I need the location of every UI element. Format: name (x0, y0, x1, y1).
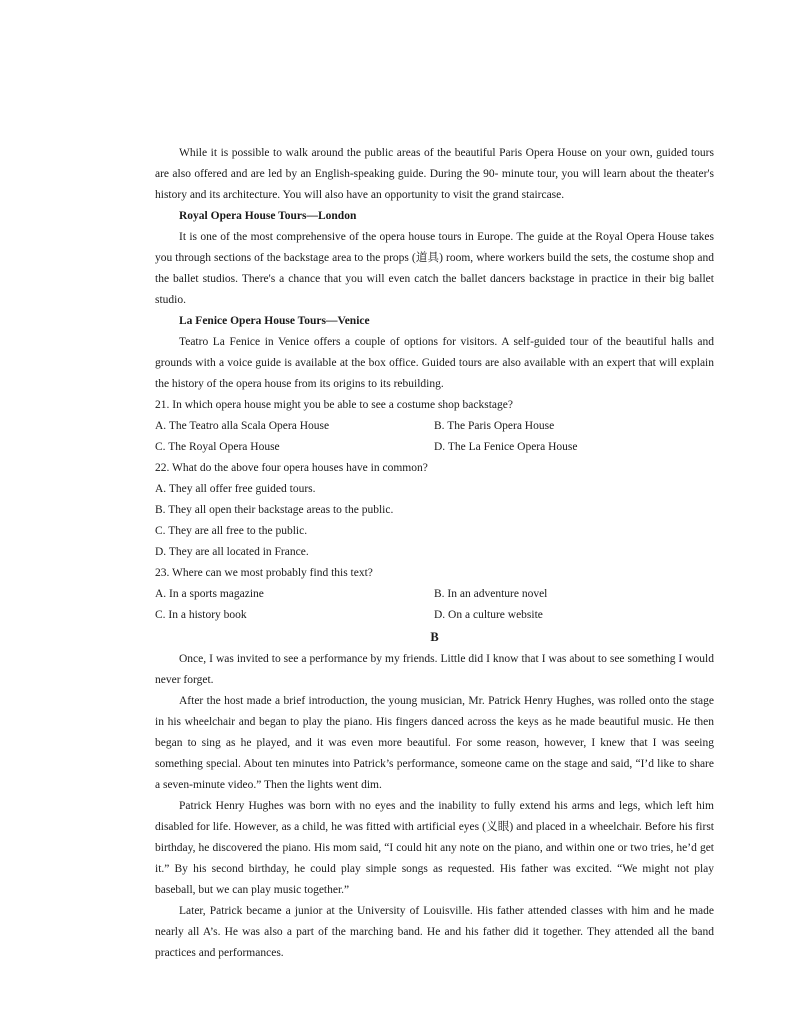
passage-b-paragraph-4: Later, Patrick became a junior at the University of Louisville. His father attended classes with him and he made nearly all A’s. He was also a part of the marching band. He and his father did it together. They attended all the band practices and performances. (155, 905, 714, 959)
option-21-a: A. The Teatro alla Scala Opera House (155, 420, 330, 432)
option-22-b: B. They all open their backstage areas to the public. (155, 504, 394, 516)
option-23-a: A. In a sports magazine (155, 588, 264, 600)
question-22-stem: 22. What do the above four opera houses have in common? (155, 462, 428, 474)
passage-b-paragraph-3: Patrick Henry Hughes was born with no eyes and the inability to fully extend his arms and legs, which left him disabled for life. However, as a child, he was fitted with artificial eyes (义眼) and placed in a wheelchair. Before his first birthday, he discovered the piano. His mom said, “I could hit any note on the piano, and within one or two tries, he’d get it.” By his second birthday, he could play simple songs as requested. His father was excited. “We might not play baseball, but we can play music together.” (155, 800, 714, 896)
passage-b-paragraph-2: After the host made a brief introduction, the young musician, Mr. Patrick Henry Hughes, was rolled onto the stage in his wheelchair and began to play the piano. His fingers danced across the keys as he made beautiful music. He then began to sing as he played, and it was even more beautiful. For some reason, however, I knew that I was seeing something special. About ten minutes into Patrick’s performance, someone came on the stage and said, “I’d like to share a seven-minute video.” Then the lights went dim. (155, 695, 714, 791)
question-21-options-row-2 (155, 437, 714, 458)
royal-paragraph: It is one of the most comprehensive of the opera house tours in Europe. The guide at the Royal Opera House takes you through sections of the backstage area to the props (道具) room, where workers build the sets, the costume shop and the ballet studios. There's a chance that you will even catch the ballet dancers backstage in practice in their big ballet studio. (155, 231, 714, 306)
option-22-c: C. They are all free to the public. (155, 525, 308, 537)
question-21-stem: 21. In which opera house might you be able to see a costume shop backstage? (155, 399, 513, 411)
exam-page (155, 143, 714, 964)
question-23-stem: 23. Where can we most probably find this text? (155, 567, 373, 579)
option-21-b: B. The Paris Opera House (434, 420, 555, 432)
question-21-options-row-1 (155, 416, 714, 437)
question-23-options-row-2 (155, 605, 714, 626)
option-22-d: D. They are all located in France. (155, 546, 309, 558)
fenice-heading: La Fenice Opera House Tours—Venice (179, 315, 370, 327)
option-23-b: B. In an adventure novel (434, 588, 548, 600)
option-23-d: D. On a culture website (434, 609, 543, 621)
option-21-d: D. The La Fenice Opera House (434, 441, 578, 453)
section-b-label: B (430, 630, 439, 644)
option-23-c: C. In a history book (155, 609, 247, 621)
option-21-c: C. The Royal Opera House (155, 441, 280, 453)
option-22-a: A. They all offer free guided tours. (155, 483, 316, 495)
passage-b-paragraph-1: Once, I was invited to see a performance by my friends. Little did I know that I was about to see something I would never forget. (155, 653, 714, 686)
paris-paragraph: While it is possible to walk around the public areas of the beautiful Paris Opera House on your own, guided tours are also offered and are led by an English-speaking guide. During the 90- minute tour, you will learn about the theater's history and its architecture. You will also have an opportunity to visit the grand staircase. (155, 147, 714, 201)
fenice-paragraph: Teatro La Fenice in Venice offers a couple of options for visitors. A self-guided tour of the beautiful halls and grounds with a voice guide is available at the box office. Guided tours are also available with an expert that will explain the history of the opera house from its origins to its rebuilding. (155, 336, 714, 390)
question-23-options-row-1 (155, 584, 714, 605)
royal-heading: Royal Opera House Tours—London (179, 210, 357, 222)
